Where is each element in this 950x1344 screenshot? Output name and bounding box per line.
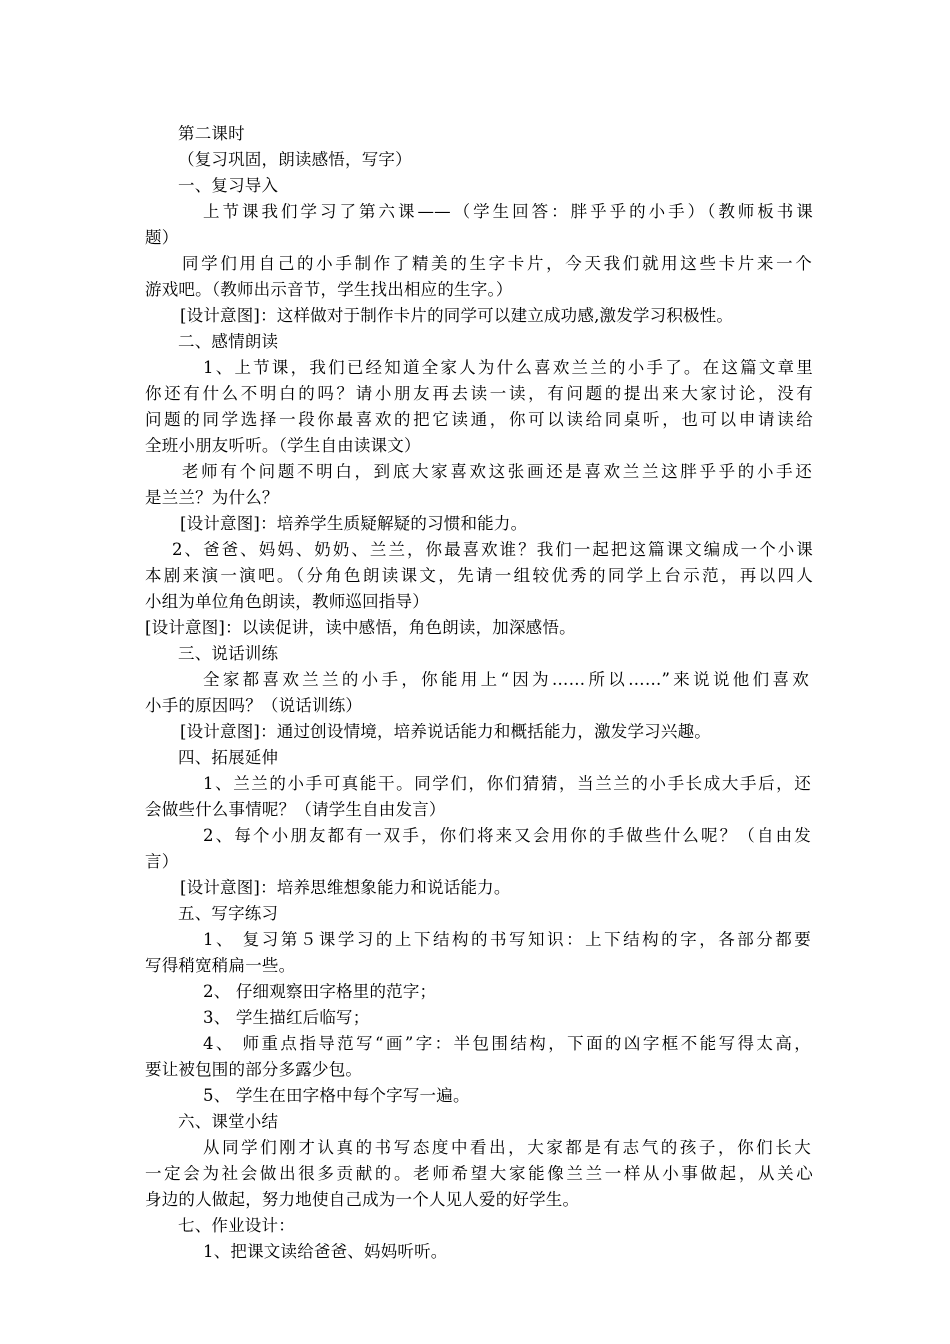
paragraph-line: 小组为单位角色朗读，教师巡回指导）	[145, 592, 429, 611]
lesson-title: 第二课时	[178, 124, 245, 143]
list-item: 1、把课文读给爸爸、妈妈听听。	[203, 1242, 448, 1261]
design-intent-note: [设计意图]：这样做对于制作卡片的同学可以建立成功感,激发学习积极性。	[180, 306, 734, 325]
section-heading: 一、复习导入	[178, 176, 279, 195]
paragraph-line: 本剧来演一演吧。（分角色朗读课文，先请一组较优秀的同学上台示范，再以四人	[145, 566, 813, 585]
design-intent-note: [设计意图]：以读促讲，读中感悟，角色朗读，加深感悟。	[145, 618, 576, 637]
paragraph-line: 同学们用自己的小手制作了精美的生字卡片，今天我们就用这些卡片来一个	[182, 254, 812, 273]
list-item: 5、 学生在田字格中每个字写一遍。	[203, 1086, 470, 1105]
paragraph-line: 全班小朋友听听。（学生自由读课文）	[145, 436, 421, 455]
design-intent-note: [设计意图]：培养学生质疑解疑的习惯和能力。	[180, 514, 528, 533]
paragraph-line: 上节课我们学习了第六课——（学生回答：胖乎乎的小手）（教师板书课	[203, 202, 813, 221]
section-heading: 二、感情朗读	[178, 332, 279, 351]
paragraph-line: 2、爸爸、妈妈、奶奶、兰兰，你最喜欢谁？我们一起把这篇课文编成一个小课	[172, 540, 813, 559]
paragraph-line: 2、每个小朋友都有一双手，你们将来又会用你的手做些什么呢？（自由发	[203, 826, 811, 845]
list-item: 4、 师重点指导范写“画”字：半包围结构，下面的凶字框不能写得太高，	[203, 1034, 811, 1053]
paragraph-line: 问题的同学选择一段你最喜欢的把它读通，你可以读给同桌听，也可以申请读给	[145, 410, 813, 429]
design-intent-note: [设计意图]：通过创设情境，培养说话能力和概括能力，激发学习兴趣。	[180, 722, 711, 741]
paragraph-line: 全家都喜欢兰兰的小手，你能用上“因为……所以……”来说说他们喜欢	[203, 670, 809, 689]
paragraph-line: 身边的人做起，努力地使自己成为一个人见人爱的好学生。	[145, 1190, 580, 1209]
paragraph-line: 会做些什么事情呢？（请学生自由发言）	[145, 800, 446, 819]
paragraph-line: 1、兰兰的小手可真能干。同学们，你们猜猜，当兰兰的小手长成大手后，还	[203, 774, 811, 793]
paragraph-line: 1、 复习第５课学习的上下结构的书写知识：上下结构的字，各部分都要	[203, 930, 811, 949]
paragraph-line: 要让被包围的部分多露少包。	[145, 1060, 363, 1079]
design-intent-note: [设计意图]：培养思维想象能力和说话能力。	[180, 878, 511, 897]
paragraph-line: 游戏吧。（教师出示音节，学生找出相应的生字。）	[145, 280, 513, 299]
paragraph-line: 老师有个问题不明白，到底大家喜欢这张画还是喜欢兰兰这胖乎乎的小手还	[182, 462, 812, 481]
paragraph-line: 写得稍宽稍扁一些。	[145, 956, 296, 975]
paragraph-line: 是兰兰？为什么？	[145, 488, 279, 507]
lesson-subtitle: （复习巩固，朗读感悟，写字）	[178, 150, 412, 169]
paragraph-line: 从同学们刚才认真的书写态度中看出，大家都是有志气的孩子，你们长大	[203, 1138, 811, 1157]
section-heading: 三、说话训练	[178, 644, 279, 663]
paragraph-line: 1、上节课，我们已经知道全家人为什么喜欢兰兰的小手了。在这篇文章里	[203, 358, 813, 377]
section-heading: 七、作业设计：	[178, 1216, 295, 1235]
paragraph-line: 言）	[145, 852, 179, 871]
section-heading: 四、拓展延伸	[178, 748, 279, 767]
section-heading: 六、课堂小结	[178, 1112, 279, 1131]
list-item: 2、 仔细观察田字格里的范字；	[203, 982, 437, 1001]
list-item: 3、 学生描红后临写；	[203, 1008, 370, 1027]
paragraph-line: 你还有什么不明白的吗？请小朋友再去读一读，有问题的提出来大家讨论，没有	[145, 384, 813, 403]
paragraph-line: 小手的原因吗？（说话训练）	[145, 696, 363, 715]
paragraph-line: 一定会为社会做出很多贡献的。老师希望大家能像兰兰一样从小事做起，从关心	[145, 1164, 813, 1183]
paragraph-line: 题）	[145, 228, 179, 247]
section-heading: 五、写字练习	[178, 904, 279, 923]
